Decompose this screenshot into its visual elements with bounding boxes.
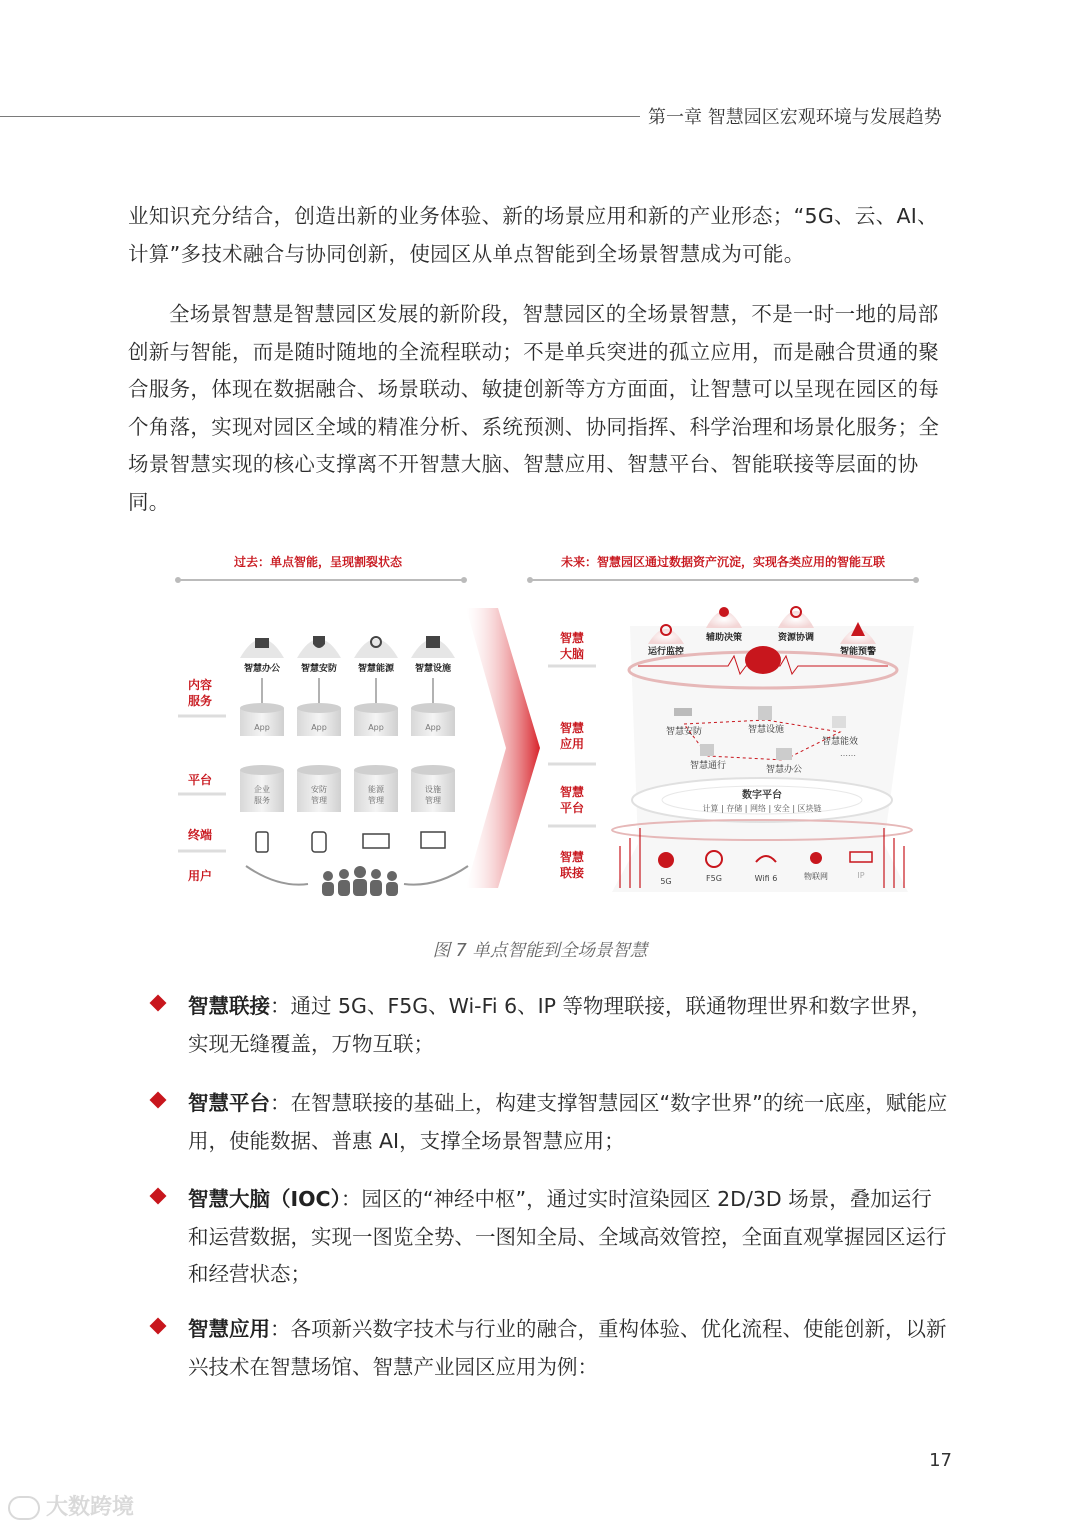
- bullet-application: [152, 1311, 952, 1386]
- header-rule: [0, 116, 640, 117]
- brain-icon: [745, 646, 781, 674]
- column-top-label: 智慧设施: [414, 664, 452, 674]
- watermark-text: 大数跨境: [46, 1495, 135, 1520]
- bullet-term: 智慧平台: [188, 1091, 270, 1115]
- column-app-label: App: [254, 723, 270, 732]
- diamond-bullet-icon: [150, 1092, 167, 1109]
- app-item-0: 智慧安防: [665, 727, 703, 737]
- terminal-monitor-icon: [421, 832, 445, 848]
- platform-subtitle: 计算 | 存储 | 网络 | 安全 | 区块链: [702, 804, 822, 813]
- column-app-top: [297, 703, 341, 713]
- brain-item-label: 辅助决策: [705, 633, 743, 643]
- users-arrow-right: [404, 866, 468, 885]
- connect-item-label: Wifi 6: [754, 874, 778, 883]
- terminal-tablet-icon: [312, 832, 326, 852]
- layer-connect-2: 联接: [559, 866, 585, 880]
- diamond-bullet-icon: [150, 1318, 167, 1335]
- transition-arrow: [466, 608, 540, 888]
- column-app-label: App: [368, 723, 384, 732]
- paragraph-2: 全场景智慧是智慧园区发展的新阶段，智慧园区的全场景智慧，不是一时一地的局部创新与智能，而是随时随地的全流程联动；不是单兵突进的孤立应用，而是融合贯通的聚合服务，体现在数据融合、场景联动、敏捷创新等方方面面，让智慧可以呈现在园区的每个角落，实现对园区全域的精准分析、系统预测、协同指挥、科学治理和场景化服务；全场景智慧实现的核心支撑离不开智慧大脑、智慧应用、智慧平台、智能联接等层面的协同。: [128, 302, 940, 514]
- layer-app-1: 智慧: [559, 721, 585, 735]
- brain-item-2: [778, 607, 814, 643]
- diamond-bullet-icon: [150, 995, 167, 1012]
- app-item-3: 智慧通行: [689, 761, 727, 771]
- brain-item-1: [705, 607, 742, 643]
- brain-item-label: 运行监控: [647, 647, 685, 657]
- app-item-5: ……: [840, 749, 856, 758]
- office-icon: [776, 748, 792, 760]
- layer-platform-2: 平台: [559, 801, 585, 815]
- paragraph-1: 业知识充分结合，创造出新的业务体验、新的场景应用和新的产业形态；“5G、云、AI、计算”多技术融合与协同创新，使园区从单点智能到全场景智慧成为可能。: [128, 204, 938, 266]
- layer-app-2: 应用: [559, 737, 585, 751]
- column-base-top: [297, 765, 341, 775]
- layer-brain-2: 大脑: [559, 647, 585, 661]
- users-arrow-left: [246, 866, 308, 885]
- column-base-label-1: 设施: [425, 785, 441, 794]
- column-base-label-2: 服务: [254, 796, 270, 805]
- column-top-label: 智慧办公: [243, 664, 281, 674]
- column-base-label-1: 安防: [311, 785, 327, 794]
- column-base-top: [240, 765, 284, 775]
- connect-item-label: 物联网: [804, 872, 828, 881]
- figure-single-to-all-scene: [168, 548, 920, 920]
- column-app-top: [354, 703, 398, 713]
- terminal-laptop-icon: [363, 834, 389, 848]
- left-title: 过去：单点智能，呈现割裂状态: [233, 555, 403, 569]
- building-icon: [426, 636, 440, 648]
- connect-item-label: 5G: [660, 877, 672, 886]
- right-title: 未来：智慧园区通过数据资产沉淀，实现各类应用的智能互联: [560, 555, 886, 569]
- left-rule-dot-r: [461, 577, 467, 583]
- app-item-2: 智慧能效: [821, 737, 859, 747]
- gate-icon: [700, 744, 714, 756]
- bullet-brain: [152, 1181, 952, 1294]
- column-base-label-2: 管理: [368, 796, 384, 805]
- left-rule-dot-l: [175, 577, 181, 583]
- bullet-connect: [152, 988, 952, 1063]
- users-group-icon: [322, 866, 398, 896]
- bullet-text: ：在智慧联接的基础上，构建支撑智慧园区“数字世界”的统一底座，赋能应用，使能数据、普惠 AI，支撑全场景智慧应用；: [188, 1091, 948, 1153]
- column-0: [240, 638, 284, 852]
- layer-brain-1: 智慧: [559, 631, 585, 645]
- watermark: [8, 1490, 134, 1521]
- figure-caption: 图 7 单点智能到全场景智慧: [432, 941, 648, 961]
- right-rule-dot-l: [527, 577, 533, 583]
- connect-item-label: IP: [857, 871, 865, 880]
- bullet-platform: [152, 1085, 952, 1160]
- column-base-label-1: 企业: [254, 785, 270, 794]
- column-1: [297, 636, 341, 852]
- chapter-title: 第一章 智慧园区宏观环境与发展趋势: [648, 107, 942, 128]
- bullet-term: 智慧应用: [188, 1317, 270, 1341]
- camera-icon: [674, 708, 692, 716]
- 5g-icon: [658, 852, 674, 868]
- bullet-term: 智慧联接: [188, 994, 270, 1018]
- column-app-label: App: [425, 723, 441, 732]
- column-app-top: [240, 703, 284, 713]
- row-label-content: 内容: [187, 678, 213, 692]
- column-base-label-2: 管理: [425, 796, 441, 805]
- column-app-label: App: [311, 723, 327, 732]
- layer-connect-1: 智慧: [559, 850, 585, 864]
- row-label-platform: 平台: [187, 773, 213, 787]
- column-base-top: [354, 765, 398, 775]
- bullet-term: 智慧大脑（IOC）: [188, 1187, 341, 1211]
- iot-icon: [810, 852, 822, 864]
- layer-platform-1: 智慧: [559, 785, 585, 799]
- column-app-top: [411, 703, 455, 713]
- row-label-service: 服务: [187, 694, 213, 708]
- column-top-icon: [255, 638, 269, 648]
- bullet-text: ：通过 5G、F5G、Wi-Fi 6、IP 等物理联接，联通物理世界和数字世界，实现无缝覆盖，万物互联；: [188, 994, 932, 1056]
- app-item-4: 智慧办公: [765, 765, 803, 775]
- connect-item-label: F5G: [706, 874, 722, 883]
- bullet-text: ：各项新兴数字技术与行业的融合，重构体验、优化流程、使能创新，以新兴技术在智慧场馆、智慧产业园区应用为例：: [188, 1317, 947, 1379]
- decision-icon: [719, 607, 729, 617]
- page-number: 17: [929, 1450, 952, 1471]
- app-item-1: 智慧设施: [747, 725, 785, 735]
- terminal-phone-icon: [256, 832, 268, 852]
- brain-item-label: 资源协调: [777, 633, 815, 643]
- row-label-terminal: 终端: [187, 828, 213, 842]
- bullet-text: ：园区的“神经中枢”，通过实时渲染园区 2D/3D 场景，叠加运行和运营数据，实现一图览全势、一图知全局、全域高效管控，全面直观掌握园区运行和经营状态；: [188, 1187, 947, 1286]
- column-base-label-1: 能源: [368, 785, 384, 794]
- facility-icon: [758, 706, 772, 720]
- column-3: [411, 636, 455, 848]
- column-base-top: [411, 765, 455, 775]
- right-rule-dot-r: [913, 577, 919, 583]
- column-dome: [354, 639, 398, 658]
- column-top-label: 智慧能源: [357, 664, 395, 674]
- platform-title: 数字平台: [742, 790, 782, 801]
- watermark-logo-icon: [8, 1496, 40, 1520]
- column-2: [354, 637, 398, 848]
- column-top-label: 智慧安防: [300, 664, 338, 674]
- brain-item-label: 智能预警: [839, 647, 877, 657]
- column-base-label-2: 管理: [311, 796, 327, 805]
- energy-efficiency-icon: [832, 716, 846, 728]
- row-label-user: 用户: [187, 869, 213, 883]
- diamond-bullet-icon: [150, 1188, 167, 1205]
